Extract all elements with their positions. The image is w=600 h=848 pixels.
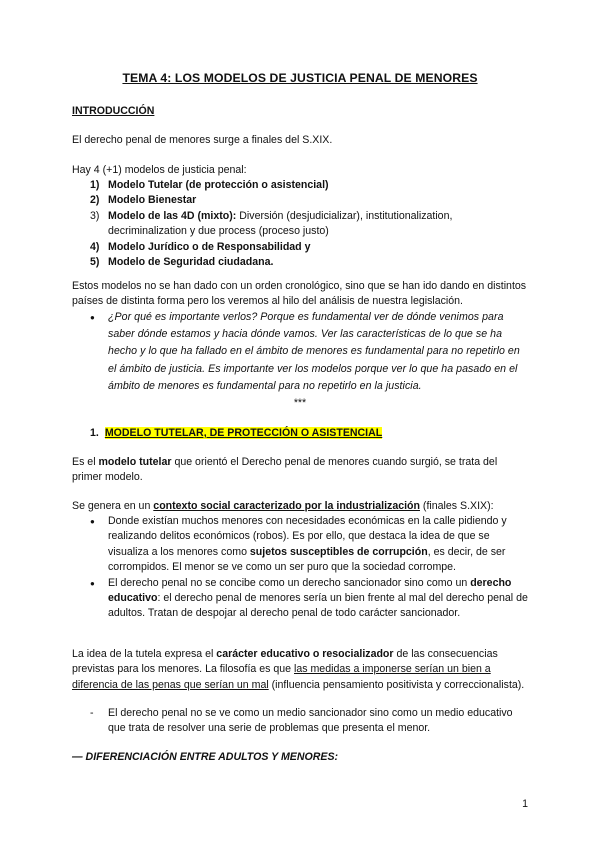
subheading-adults-minors: — DIFERENCIACIÓN ENTRE ADULTOS Y MENORES: <box>72 751 339 763</box>
text-run: El derecho penal no se concibe como un derecho sancionador sino como un <box>108 576 471 589</box>
list-item <box>72 240 528 255</box>
models-list <box>72 178 528 270</box>
section-1-paragraph-2 <box>72 499 528 514</box>
text-run: La idea de la tutela expresa el <box>72 648 217 660</box>
list-item <box>72 193 528 208</box>
context-bullet-list <box>72 514 528 622</box>
intro-question-list <box>72 309 528 395</box>
dash-marker: - <box>90 707 94 719</box>
page-number: 1 <box>522 798 528 810</box>
text-run: Es el <box>72 456 99 468</box>
list-number: 3) <box>90 209 100 222</box>
section-1-heading <box>90 426 528 441</box>
text-run: , es decir, de ser corrompidos. El menor se ve como un ser puro que la sociedad corrompe. <box>108 545 506 574</box>
bold-text: derecho educativo <box>108 576 512 605</box>
model-name: Modelo Tutelar (de protección o asistencial) <box>108 179 329 191</box>
list-number: 4) <box>90 240 100 253</box>
list-item <box>72 706 528 737</box>
list-number: 2) <box>90 194 100 207</box>
text-run: : el derecho penal de menores sería un bien frente al mal del derecho penal de adultos. Tratan de despojar al derecho penal de todo carácter sancionador. <box>108 592 528 620</box>
bold-text: sujetos susceptibles de corrupción <box>249 545 428 558</box>
bold-text: modelo tutelar <box>98 456 172 468</box>
intro-paragraph-3: Estos modelos no se han dado con un orden cronológico, sino que se han ido dando en distintos países de distinta forma pero los veremos al hilo del análisis de nuestra legislación. <box>72 280 527 308</box>
model-name: Modelo Bienestar <box>108 194 197 207</box>
list-number: 5) <box>90 256 100 269</box>
bold-underlined-text: contexto social caracterizado por la industrialización <box>153 500 420 512</box>
text-run: Donde existían muchos menores con necesidades económicas en la calle pidiendo y realizando delitos económicos (robos). Es por ello, que destaca la idea de que se visualiza a los menores como <box>108 515 507 558</box>
list-item <box>72 514 528 576</box>
text-run: (finales S.XIX): <box>419 500 494 512</box>
model-name: Modelo Jurídico o de Responsabilidad y <box>108 240 311 253</box>
model-description: Diversión (desjudicializar), institutionalization, decriminalization y due process (proceso justo) <box>108 209 453 238</box>
text-run: Se genera en un <box>72 500 154 512</box>
document-title: TEMA 4: LOS MODELOS DE JUSTICIA PENAL DE MENORES <box>122 71 478 85</box>
intro-paragraph-1: El derecho penal de menores surge a finales del S.XIX. <box>72 134 333 146</box>
model-name: Modelo de las 4D (mixto): <box>108 209 237 222</box>
intro-heading: INTRODUCCIÓN <box>72 105 155 117</box>
list-number: 1) <box>90 179 100 191</box>
text-run: (influencia pensamiento positivista y correccionalista). <box>268 678 525 691</box>
text-run: El derecho penal no se ve como un medio sancionador sino como un medio educativo que trata de resolver una serie de problemas que presenta el menor. <box>108 707 513 735</box>
bold-text: carácter educativo o resocializador <box>216 648 394 660</box>
section-number: 1. <box>90 427 99 439</box>
model-name: Modelo de Seguridad ciudadana. <box>108 256 274 269</box>
text-run: que orientó el Derecho penal de menores cuando surgió, se trata del primer modelo. <box>72 456 498 484</box>
intro-paragraph-2: Hay 4 (+1) modelos de justicia penal: <box>72 164 247 176</box>
list-item <box>72 255 528 270</box>
section-1-paragraph-1 <box>72 455 528 486</box>
dash-list <box>72 706 528 737</box>
underlined-text: las medidas a imponerse serían un bien a diferencia de las penas que serían un mal <box>72 663 491 691</box>
text-run: de las consecuencias previstas para los menores. La filosofía es que <box>72 648 498 676</box>
list-item <box>72 178 528 193</box>
intro-question: ¿Por qué es importante verlos? Porque es fundamental ver de dónde venimos para saber dónde estamos y hacia dónde vamos. Ver las características de lo que se ha hecho y lo que ha fallado en el ámbito de menores es fundamental para no repetirlo en el ámbito de justicia. Es importante ver los modelos porque ver lo que ha pasado en el ámbito de menores es fundamental para no repetirlo en la justicia. <box>108 311 520 392</box>
section-1-paragraph-3 <box>72 647 528 693</box>
list-item <box>72 576 528 622</box>
list-item <box>72 309 528 395</box>
section-title: MODELO TUTELAR, DE PROTECCIÓN O ASISTENCIAL <box>104 427 383 439</box>
list-item <box>72 209 528 240</box>
section-separator: *** <box>293 397 307 409</box>
